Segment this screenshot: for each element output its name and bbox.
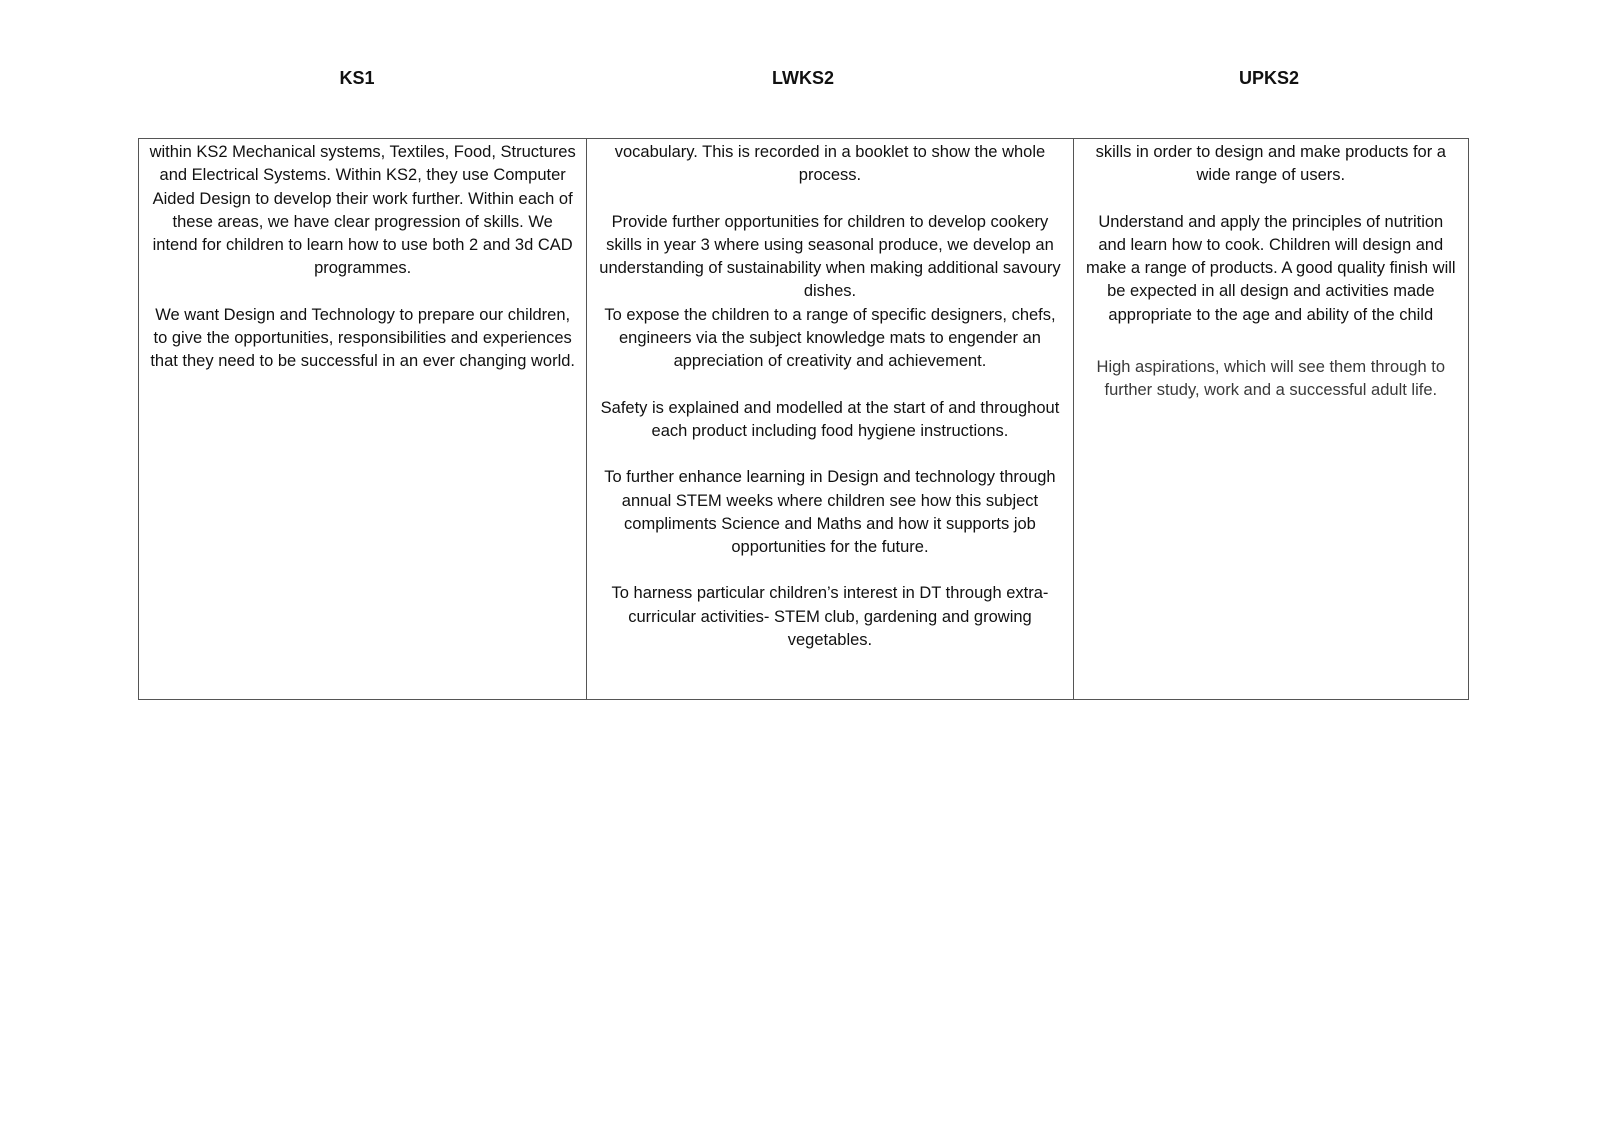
- lwks2-paragraph: To harness particular children’s interest in DT through extra-curricular activities- STEM club, gardening and growing vegetables.: [611, 584, 1049, 650]
- lwks2-paragraph: vocabulary. This is recorded in a booklet to show the whole process.: [614, 143, 1046, 185]
- lwks2-paragraph: Provide further opportunities for children to develop cookery skills in year 3 where using seasonal produce, we develop an understanding of sustainability when making additional savoury dishes.: [599, 212, 1061, 301]
- cell-lwks2: [586, 139, 1072, 699]
- upks2-paragraph: Understand and apply the principles of nutrition and learn how to cook. Children will design and make a range of products. A good quality finish will be expected in all design and activities made appropriate to the age and ability of the child: [1085, 212, 1456, 324]
- heading-lwks2: LWKS2: [771, 68, 835, 88]
- upks2-paragraph: skills in order to design and make products for a wide range of users.: [1095, 143, 1446, 185]
- upks2-paragraph: High aspirations, which will see them through to further study, work and a successful adult life.: [1096, 358, 1446, 400]
- cell-upks2: [1073, 139, 1468, 699]
- lwks2-paragraph: To further enhance learning in Design and technology through annual STEM weeks where children see how this subject compliments Science and Maths and how it supports job opportunities for the future.: [604, 468, 1056, 557]
- ks1-paragraph: within KS2 Mechanical systems, Textiles, Food, Structures and Electrical Systems. Within KS2, they use Computer Aided Design to develop their work further. Within each of these areas, we have clear progression of skills. We intend for children to learn how to use both 2 and 3d CAD programmes.: [149, 143, 576, 278]
- lwks2-paragraph: To expose the children to a range of specific designers, chefs, engineers via the subject knowledge mats to engender an appreciation of creativity and achievement.: [604, 305, 1056, 371]
- cell-ks1: [139, 139, 586, 699]
- lwks2-paragraph: Safety is explained and modelled at the start of and throughout each product including food hygiene instructions.: [600, 398, 1060, 440]
- heading-upks2: UPKS2: [1238, 68, 1300, 88]
- heading-ks1: KS1: [339, 68, 375, 88]
- ks1-paragraph: We want Design and Technology to prepare our children, to give the opportunities, responsibilities and experiences that they need to be successful in an ever changing world.: [150, 305, 575, 371]
- curriculum-table: [138, 138, 1469, 700]
